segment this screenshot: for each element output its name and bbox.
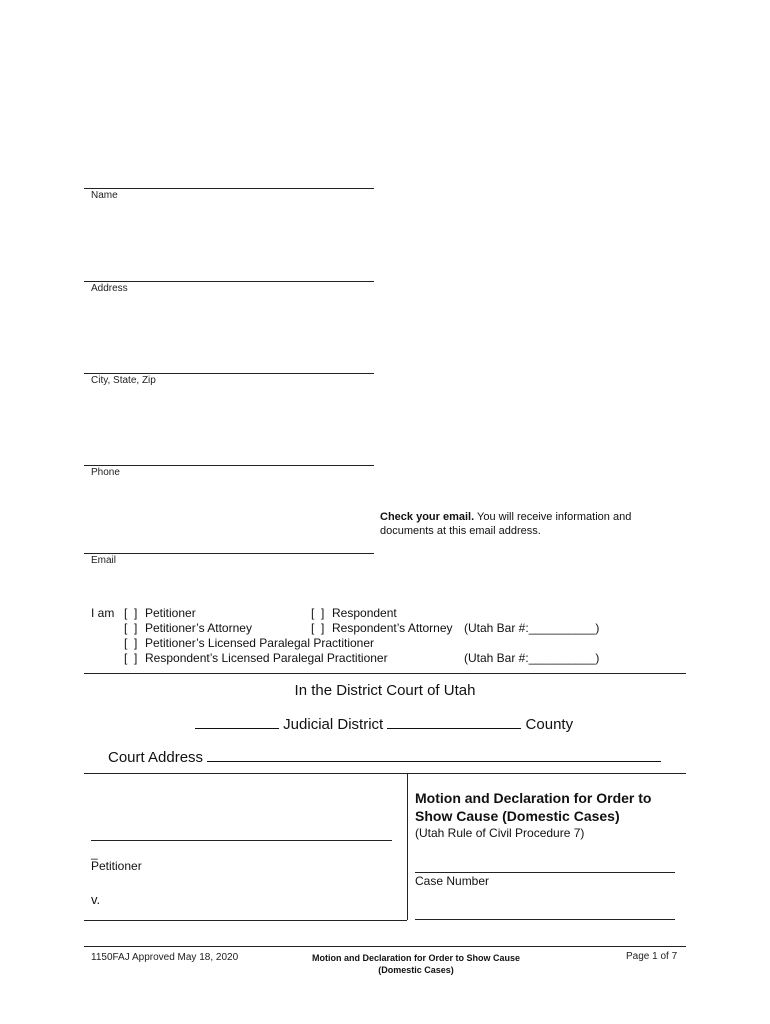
court-address-blank[interactable] bbox=[207, 761, 661, 762]
caption-divider bbox=[407, 773, 408, 920]
respondent-attorney-checkbox[interactable]: [ ] bbox=[311, 621, 325, 635]
role-intro: I am bbox=[91, 606, 115, 620]
court-title: In the District Court of Utah bbox=[294, 682, 476, 699]
caption-top-line bbox=[84, 773, 686, 774]
footer-title bbox=[280, 952, 552, 976]
county-blank[interactable] bbox=[387, 728, 521, 729]
case-number-label: Case Number bbox=[415, 874, 490, 888]
footer-form-id: 1150FAJ Approved May 18, 2020 bbox=[91, 952, 239, 963]
email-note-rest: You will receive information and bbox=[477, 511, 632, 523]
judicial-district-label: Judicial District bbox=[283, 716, 384, 733]
respondent-lpp-checkbox[interactable]: [ ] bbox=[124, 651, 138, 665]
judicial-district-line bbox=[195, 716, 573, 733]
phone-line[interactable] bbox=[84, 465, 374, 466]
rule-reference: (Utah Rule of Civil Procedure 7) bbox=[415, 826, 585, 840]
petitioner-checkbox[interactable]: [ ] bbox=[124, 606, 138, 620]
email-note bbox=[380, 510, 680, 538]
petitioner-underscore: _ bbox=[91, 846, 98, 860]
judicial-district-blank[interactable] bbox=[195, 728, 279, 729]
phone-label: Phone bbox=[91, 467, 120, 478]
footer-title-line2: (Domestic Cases) bbox=[378, 965, 454, 975]
motion-title-line2: Show Cause (Domestic Cases) bbox=[415, 808, 620, 824]
petitioner-attorney-checkbox[interactable]: [ ] bbox=[124, 621, 138, 635]
footer-page-number: Page 1 of 7 bbox=[626, 951, 678, 962]
petitioner-name-line[interactable] bbox=[91, 840, 392, 841]
name-line[interactable] bbox=[84, 188, 374, 189]
city-state-zip-label: City, State, Zip bbox=[91, 375, 156, 386]
respondent-lpp-label: Respondent’s Licensed Paralegal Practitioner bbox=[145, 651, 388, 665]
petitioner-lpp-checkbox[interactable]: [ ] bbox=[124, 636, 138, 650]
petitioner-lpp-label: Petitioner’s Licensed Paralegal Practitioner bbox=[145, 636, 375, 650]
versus-label: v. bbox=[91, 892, 101, 907]
county-label: County bbox=[525, 716, 574, 733]
email-note-line2: documents at this email address. bbox=[380, 525, 541, 537]
city-state-zip-line[interactable] bbox=[84, 373, 374, 374]
address-line[interactable] bbox=[84, 281, 374, 282]
petitioner-attorney-label: Petitioner’s Attorney bbox=[145, 621, 252, 635]
court-address-line bbox=[108, 749, 661, 766]
section-divider bbox=[84, 673, 686, 674]
email-label: Email bbox=[91, 555, 117, 566]
petitioner-label: Petitioner bbox=[91, 859, 142, 873]
respondent-option-label: Respondent bbox=[332, 606, 397, 620]
address-label: Address bbox=[91, 283, 128, 294]
name-label: Name bbox=[91, 190, 118, 201]
respondent-checkbox[interactable]: [ ] bbox=[311, 606, 325, 620]
utah-bar-number-2[interactable]: (Utah Bar #:__________) bbox=[464, 651, 600, 665]
footer-title-line1: Motion and Declaration for Order to Show Cause bbox=[311, 953, 521, 963]
motion-title-line1: Motion and Declaration for Order to bbox=[415, 790, 652, 806]
petitioner-option-label: Petitioner bbox=[145, 606, 196, 620]
respondent-attorney-label: Respondent’s Attorney bbox=[332, 621, 453, 635]
case-number-line[interactable] bbox=[415, 872, 675, 873]
utah-bar-number-1[interactable]: (Utah Bar #:__________) bbox=[464, 621, 600, 635]
email-line[interactable] bbox=[84, 553, 374, 554]
court-address-label: Court Address bbox=[108, 749, 204, 766]
email-note-bold: Check your email. bbox=[380, 511, 475, 523]
judge-line[interactable] bbox=[415, 919, 675, 920]
caption-bottom-line bbox=[84, 920, 407, 921]
footer-line bbox=[84, 946, 686, 947]
